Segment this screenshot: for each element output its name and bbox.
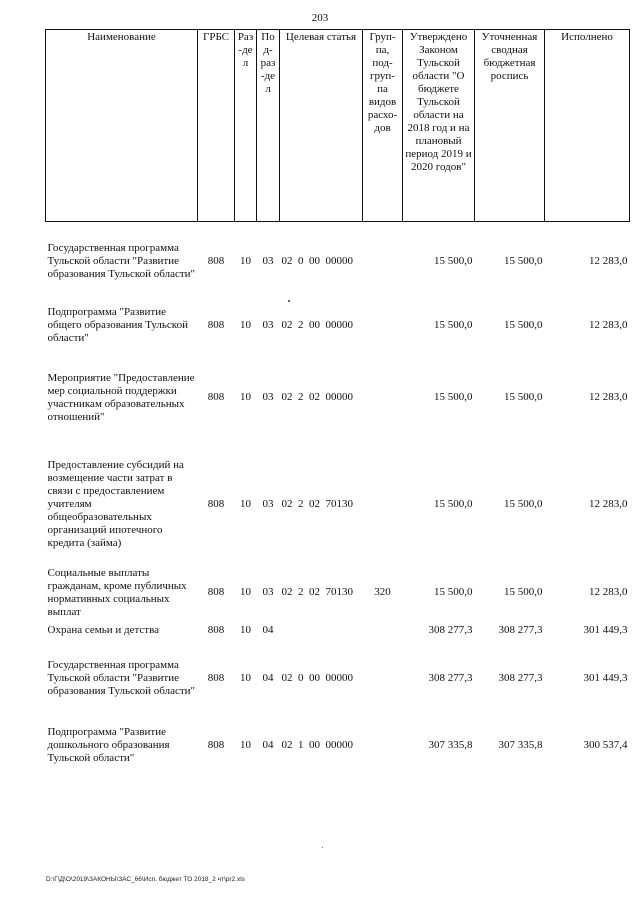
row-celevaya-statya: 02 0 00 00000	[281, 672, 353, 684]
row-utochnennaya: 15 500,0	[504, 498, 543, 510]
row-podrazdel: 03	[262, 586, 274, 598]
row-grbs: 808	[207, 739, 225, 751]
row-ispolneno: 12 283,0	[589, 391, 628, 403]
row-ispolneno: 12 283,0	[589, 586, 628, 598]
row-utochnennaya: 15 500,0	[504, 391, 543, 403]
table-row	[46, 350, 630, 446]
row-grbs: 808	[207, 586, 225, 598]
table-row	[46, 718, 630, 774]
row-utverzhdeno: 15 500,0	[434, 319, 473, 331]
row-grbs: 808	[207, 624, 225, 636]
table-row	[46, 222, 630, 302]
row-podrazdel: 04	[262, 672, 274, 684]
row-razdel: 10	[240, 255, 251, 268]
header-ispolneno: Исполнено	[545, 30, 630, 222]
row-name: Подпрограмма "Развитие дошкольного образования Тульской области"	[47, 726, 170, 764]
row-utochnennaya: 15 500,0	[504, 255, 543, 268]
row-celevaya-statya: 02 2 00 00000	[281, 319, 353, 331]
row-name: Подпрограмма "Развитие общего образования Тульской области"	[47, 306, 188, 344]
row-podrazdel: 04	[262, 739, 274, 751]
row-utverzhdeno: 308 277,3	[428, 624, 473, 636]
scan-speck	[322, 847, 323, 848]
table-row	[46, 622, 630, 640]
row-razdel: 10	[240, 739, 251, 751]
row-utochnennaya: 308 277,3	[498, 624, 543, 636]
row-name: Предоставление субсидий на возмещение части затрат в связи с предоставлением учителям общеобразовательных организаций ипотечного кредита (займа)	[47, 459, 184, 549]
row-celevaya-statya	[280, 622, 363, 640]
row-celevaya-statya: 02 2 02 70130	[281, 586, 353, 598]
header-podrazdel: Под-раз-дел	[257, 30, 280, 222]
row-gruppa	[363, 622, 403, 640]
header-utochnennaya-rospis: Уточненная сводная бюджетная роспись	[475, 30, 545, 222]
row-utverzhdeno: 308 277,3	[428, 672, 473, 684]
row-gruppa	[363, 640, 403, 718]
row-ispolneno: 12 283,0	[589, 319, 628, 331]
table-row	[46, 564, 630, 622]
row-ispolneno: 12 283,0	[589, 255, 628, 268]
row-podrazdel: 03	[262, 391, 274, 403]
header-grbs: ГРБС	[198, 30, 235, 222]
header-celevaya-statya: Целевая статья	[280, 30, 363, 222]
row-name: Мероприятие "Предоставление мер социальной поддержки участникам образовательных отношений"	[47, 371, 195, 423]
row-utochnennaya: 15 500,0	[504, 586, 543, 598]
row-utverzhdeno: 15 500,0	[434, 255, 473, 268]
row-gruppa: 320	[374, 586, 391, 598]
row-razdel: 10	[240, 498, 251, 510]
row-utverzhdeno: 15 500,0	[434, 498, 473, 510]
row-ispolneno: 301 449,3	[583, 624, 628, 636]
row-razdel: 10	[240, 672, 251, 684]
row-grbs: 808	[207, 319, 225, 331]
row-celevaya-statya: 02 2 02 00000	[281, 391, 353, 403]
row-gruppa	[363, 350, 403, 446]
row-name: Охрана семьи и детства	[47, 624, 160, 636]
page-number: 203	[311, 12, 329, 24]
row-razdel: 10	[240, 319, 251, 331]
row-gruppa	[363, 446, 403, 564]
row-gruppa	[363, 718, 403, 774]
row-ispolneno: 12 283,0	[589, 498, 628, 510]
row-name: Государственная программа Тульской области "Развитие образования Тульской области"	[47, 242, 196, 281]
row-utochnennaya: 307 335,8	[498, 739, 543, 751]
budget-table	[45, 29, 630, 774]
row-utochnennaya: 308 277,3	[498, 672, 543, 684]
row-utverzhdeno: 15 500,0	[434, 391, 473, 403]
row-celevaya-statya: 02 1 00 00000	[281, 739, 353, 751]
row-razdel: 10	[240, 624, 251, 636]
row-utochnennaya: 15 500,0	[504, 319, 543, 331]
row-grbs: 808	[207, 391, 225, 403]
header-razdel: Раз-дел	[235, 30, 257, 222]
row-razdel: 10	[240, 586, 251, 598]
row-razdel: 10	[240, 391, 251, 403]
table-row	[46, 640, 630, 718]
header-name: Наименование	[46, 30, 198, 222]
row-gruppa	[363, 302, 403, 350]
row-podrazdel: 04	[262, 624, 274, 636]
row-ispolneno: 300 537,4	[583, 739, 628, 751]
row-grbs: 808	[207, 255, 225, 268]
row-podrazdel: 03	[262, 255, 274, 268]
scan-speck	[288, 300, 290, 302]
row-celevaya-statya: 02 0 00 00000	[281, 255, 353, 268]
row-podrazdel: 03	[262, 319, 274, 331]
row-grbs: 808	[207, 498, 225, 510]
row-ispolneno: 301 449,3	[583, 672, 628, 684]
file-path-footer: D:\Г\Д\О\2019\ЗАКОНЫ\ЗАС_66\Исп. бюджет ТО 2018_2 чт\pr2.xls	[46, 876, 245, 883]
row-utverzhdeno: 307 335,8	[428, 739, 473, 751]
row-name: Социальные выплаты гражданам, кроме публичных нормативных социальных выплат	[47, 566, 187, 618]
row-gruppa	[363, 222, 403, 302]
row-utverzhdeno: 15 500,0	[434, 586, 473, 598]
table-row	[46, 446, 630, 564]
row-celevaya-statya: 02 2 02 70130	[281, 498, 353, 510]
table-row	[46, 302, 630, 350]
row-podrazdel: 03	[262, 498, 274, 510]
row-name: Государственная программа Тульской области "Развитие образования Тульской области"	[47, 659, 196, 697]
header-gruppa-vidov-rashodov: Груп-па, под-груп-па видов расхо-дов	[363, 30, 403, 222]
table-header-row	[46, 30, 630, 222]
row-grbs: 808	[207, 672, 225, 684]
header-utverzhdeno: Утверждено Законом Тульской области "О бюджете Тульской области на 2018 год и на плановый период 2019 и 2020 годов"	[403, 30, 475, 222]
